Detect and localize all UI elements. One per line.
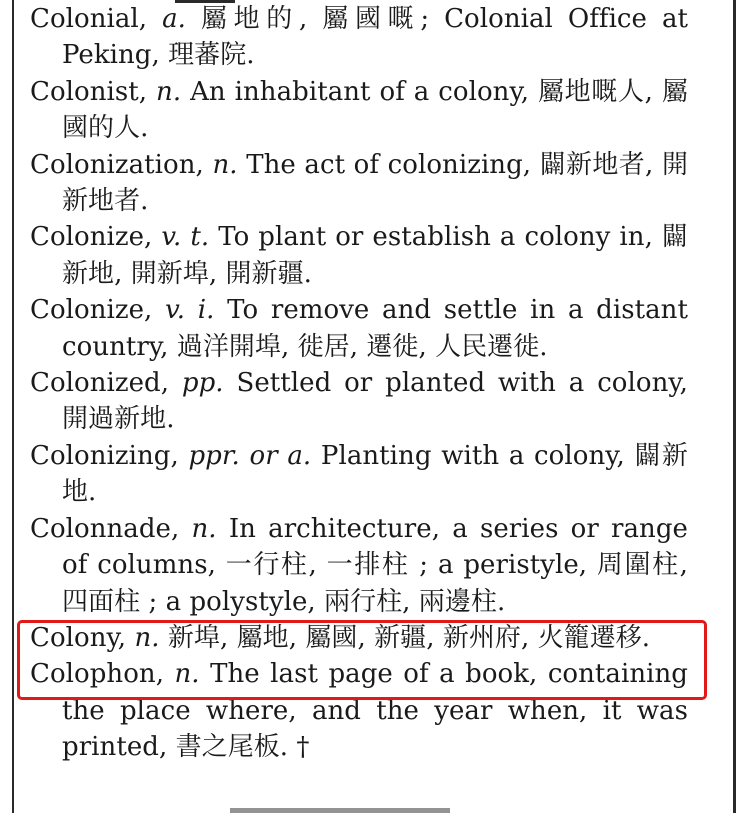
entry-part-of-speech: n.: [156, 76, 182, 107]
left-column-rule: [12, 0, 14, 813]
entry-headword: Colophon,: [30, 659, 165, 690]
entry-definition: To remove and settle in a distant country, 過洋開埠, 徙居, 遷徙, 人民遷徙.: [62, 295, 688, 362]
entry-part-of-speech: n.: [212, 149, 238, 180]
cropped-line-bottom: [230, 808, 450, 813]
entry-definition: The act of colonizing, 闢新地者, 開新地者.: [62, 149, 688, 217]
entry-colonization: [30, 147, 688, 220]
entry-definition: Planting with a colony, 闢新地.: [62, 440, 688, 508]
entry-colonize-intransitive: [30, 292, 688, 365]
entry-part-of-speech: n.: [174, 659, 200, 690]
entry-colophon: [30, 656, 688, 765]
entry-definition: 屬地的, 屬國嘅; Colonial Office at Peking, 理蕃院.: [62, 4, 688, 71]
entry-definition: 新埠, 屬地, 屬國, 新疆, 新州府, 火籠遷移.: [167, 622, 651, 653]
entry-headword: Colonnade,: [30, 513, 180, 544]
entry-part-of-speech: a.: [162, 4, 186, 34]
entry-headword: Colonize,: [30, 295, 153, 326]
entry-headword: Colonize,: [30, 222, 153, 253]
entry-part-of-speech: v. i.: [165, 295, 215, 326]
entry-colonial: [30, 1, 688, 74]
entry-colonized: [30, 365, 688, 438]
entry-part-of-speech: ppr. or a.: [188, 440, 312, 471]
entry-headword: Colonization,: [30, 149, 204, 180]
entry-definition: In architecture, a series or range of columns, 一行柱, 一排柱 ; a peristyle, 周圍柱, 四面柱 ; a polystyle, 兩行柱, 兩邊柱.: [62, 513, 688, 617]
entry-part-of-speech: pp.: [181, 368, 224, 399]
dictionary-entries: [30, 0, 688, 766]
entry-headword: Colonist,: [30, 76, 148, 107]
entry-colonist: [30, 74, 688, 147]
entry-headword: Colonial,: [30, 4, 148, 34]
right-column-rule: [733, 0, 736, 813]
entry-part-of-speech: v. t.: [161, 222, 210, 253]
entry-colonize-transitive: [30, 219, 688, 292]
entry-definition: Settled or planted with a colony, 開過新地.: [62, 368, 688, 435]
entry-definition: The last page of a book, containing the place where, and the year when, it was printed, 書之尾板. †: [62, 659, 688, 763]
entry-headword: Colony,: [30, 622, 127, 653]
entry-part-of-speech: n.: [134, 622, 160, 653]
entry-colonnade: [30, 511, 688, 620]
entry-headword: Colonized,: [30, 368, 170, 399]
entry-definition: To plant or establish a colony in, 闢新地, 開新埠, 開新疆.: [62, 222, 688, 289]
entry-colonizing: [30, 438, 688, 511]
entry-definition: An inhabitant of a colony, 屬地嘅人, 屬國的人.: [62, 76, 688, 144]
entry-headword: Colonizing,: [30, 440, 179, 471]
entry-part-of-speech: n.: [191, 513, 217, 544]
entry-colony: [30, 620, 688, 656]
